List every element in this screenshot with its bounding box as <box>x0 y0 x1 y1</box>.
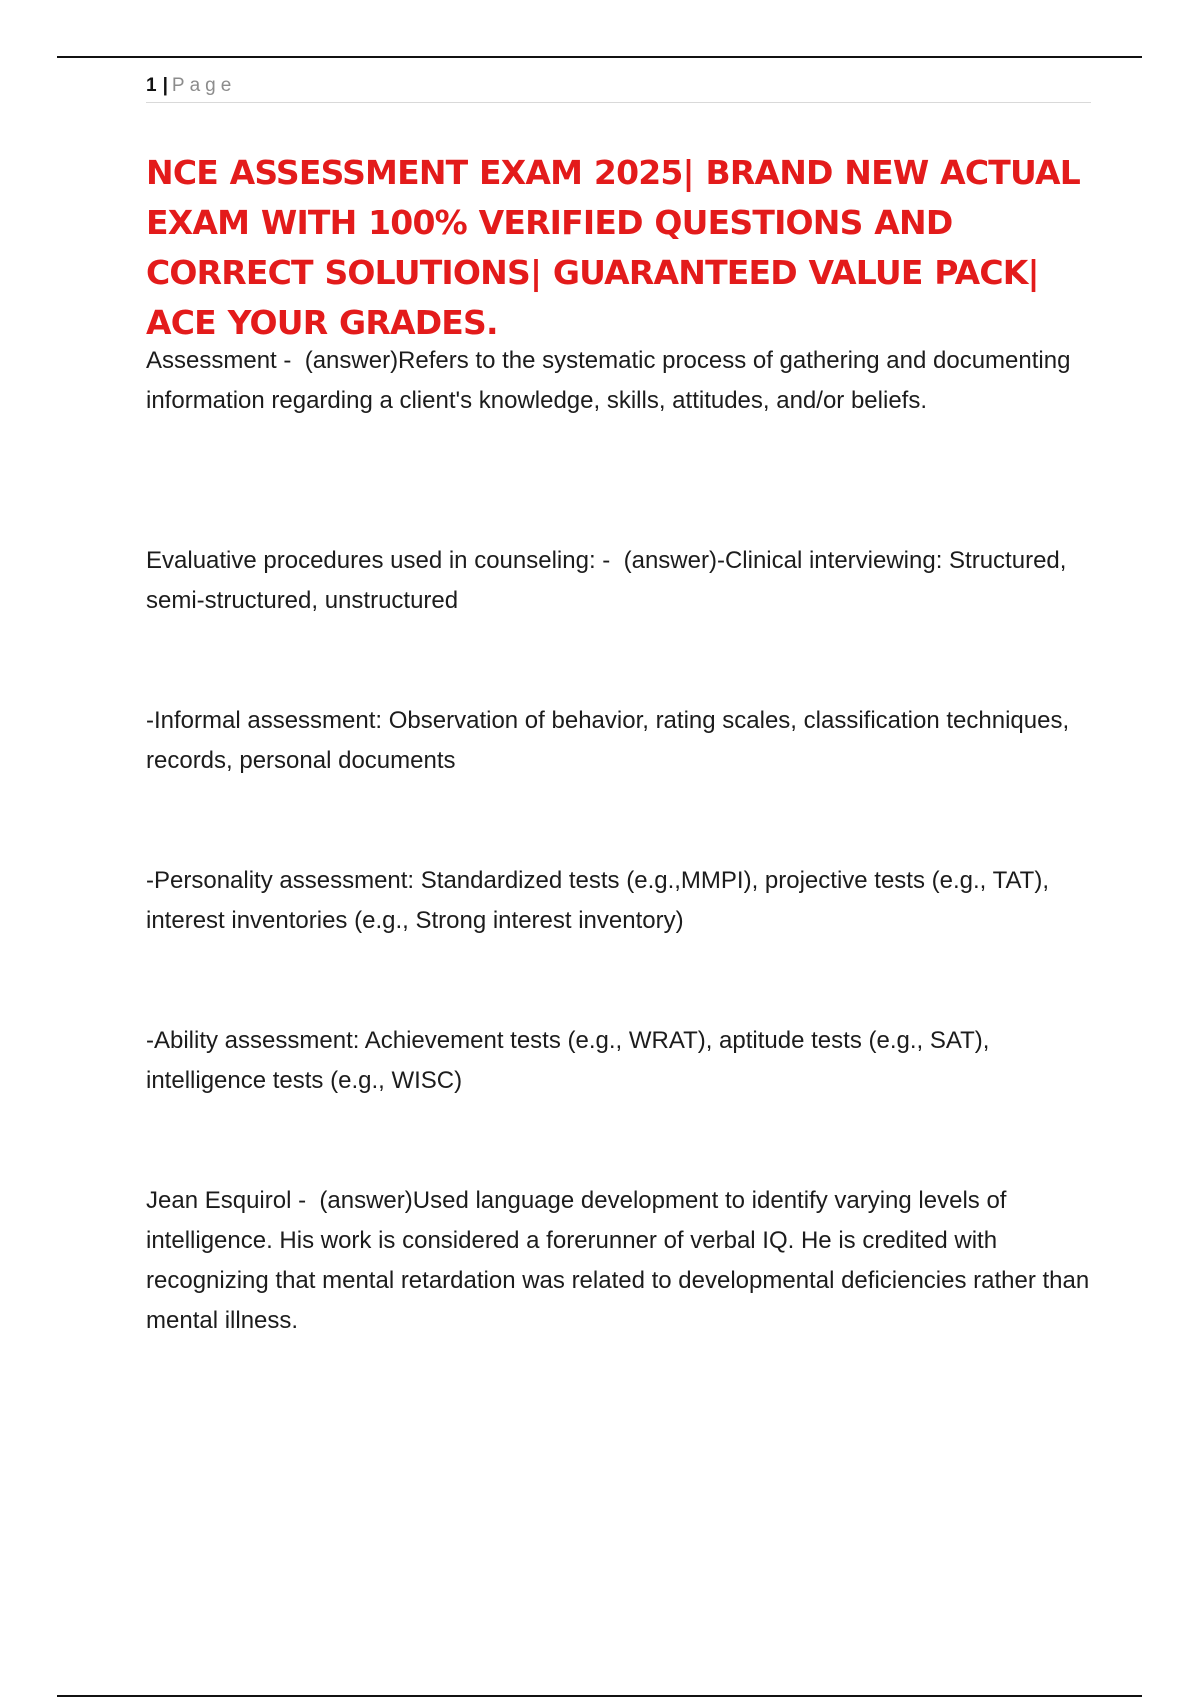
document-title: NCE ASSESSMENT EXAM 2025| BRAND NEW ACTUAL EXAM WITH 100% VERIFIED QUESTIONS AND CORRECT SOLUTIONS| GUARANTEED VALUE PACK| ACE YOUR GRADES. <box>146 153 1080 342</box>
entry-informal-assessment: -Informal assessment: Observation of behavior, rating scales, classification techniques, records, personal documents <box>146 707 1076 774</box>
page-label: Page <box>171 75 237 96</box>
document-body <box>146 341 1096 1341</box>
page-header <box>146 74 1091 103</box>
entry-assessment: Assessment - (answer)Refers to the systematic process of gathering and documenting information regarding a client's knowledge, skills, attitudes, and/or beliefs. <box>146 347 1078 414</box>
top-divider <box>57 56 1142 58</box>
entry-evaluative-procedures: Evaluative procedures used in counseling: - (answer)-Clinical interviewing: Structured, semi-structured, unstructured <box>146 547 1074 614</box>
entry-ability-assessment: -Ability assessment: Achievement tests (e.g., WRAT), aptitude tests (e.g., SAT), intelligence tests (e.g., WISC) <box>146 1027 997 1094</box>
entry-personality-assessment: -Personality assessment: Standardized tests (e.g.,MMPI), projective tests (e.g., TAT), interest inventories (e.g., Strong interest inventory) <box>146 867 1056 934</box>
bottom-divider <box>57 1695 1142 1697</box>
page-number: 1 <box>146 75 157 96</box>
entry-jean-esquirol: Jean Esquirol - (answer)Used language development to identify varying levels of intelligence. His work is considered a forerunner of verbal IQ. He is credited with recognizing that mental retardation was related to developmental deficiencies rather than mental illness. <box>146 1187 1096 1334</box>
page-separator: | <box>162 75 168 96</box>
